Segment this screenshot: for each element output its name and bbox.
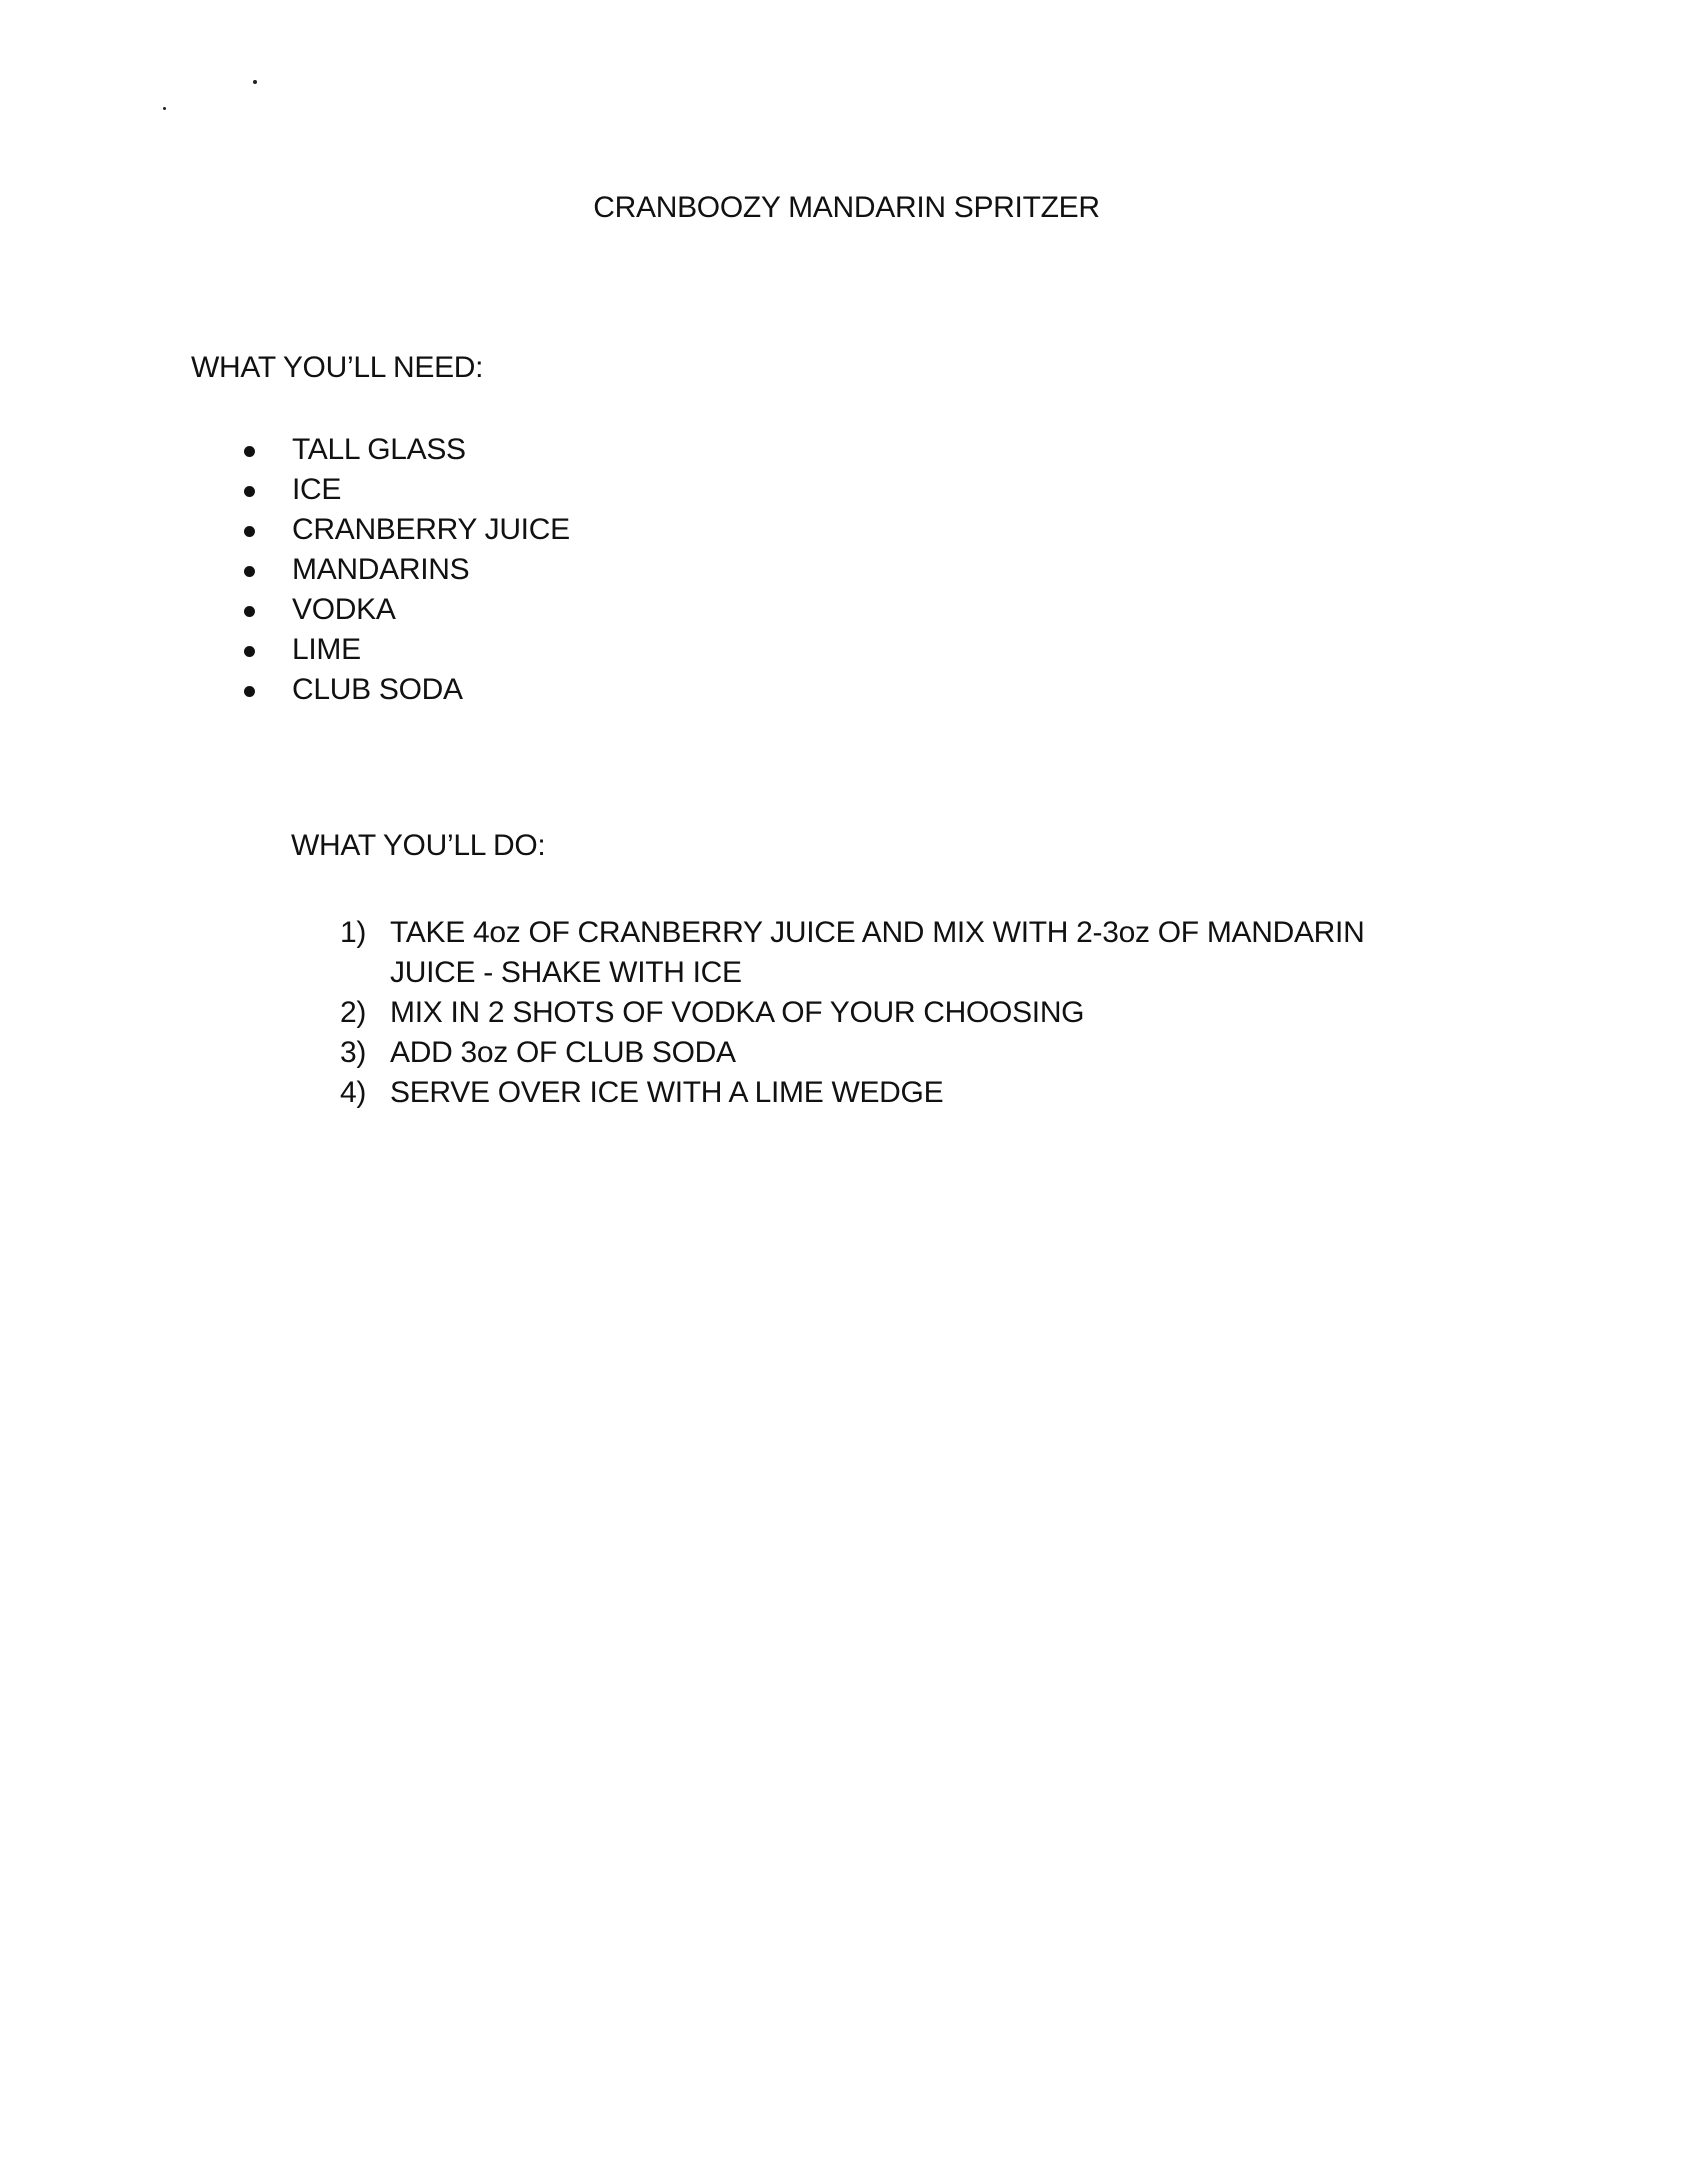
scan-speck	[163, 107, 166, 110]
ingredient-label: CRANBERRY JUICE	[292, 513, 570, 546]
step-text: ADD 3oz OF CLUB SODA	[390, 1036, 736, 1069]
list-item	[240, 670, 570, 710]
step-number: 1)	[340, 916, 367, 949]
step-text: MIX IN 2 SHOTS OF VODKA OF YOUR CHOOSING	[390, 996, 1085, 1029]
step-number: 2)	[340, 996, 367, 1029]
ingredient-label: LIME	[292, 633, 361, 666]
ingredient-label: ICE	[292, 473, 342, 506]
ingredient-label: MANDARINS	[292, 553, 470, 586]
step-number: 4)	[340, 1076, 367, 1109]
bullet-icon	[244, 486, 255, 497]
steps-list	[340, 913, 1420, 1113]
bullet-icon	[244, 686, 255, 697]
list-item	[240, 630, 570, 670]
step-text: SERVE OVER ICE WITH A LIME WEDGE	[390, 1076, 944, 1109]
list-item	[240, 550, 570, 590]
scan-speck	[253, 80, 257, 84]
bullet-icon	[244, 646, 255, 657]
step-text: TAKE 4oz OF CRANBERRY JUICE AND MIX WITH 2-3oz OF MANDARIN JUICE - SHAKE WITH ICE	[390, 916, 1365, 989]
bullet-icon	[244, 606, 255, 617]
list-item	[340, 1033, 1420, 1073]
list-item	[340, 913, 1420, 993]
bullet-icon	[244, 566, 255, 577]
list-item	[240, 510, 570, 550]
need-heading: WHAT YOU’LL NEED:	[191, 351, 484, 384]
ingredients-list	[240, 430, 570, 710]
bullet-icon	[244, 446, 255, 457]
ingredient-label: CLUB SODA	[292, 673, 463, 706]
step-number: 3)	[340, 1036, 367, 1069]
bullet-icon	[244, 526, 255, 537]
do-heading: WHAT YOU’LL DO:	[291, 829, 546, 862]
ingredient-label: VODKA	[292, 593, 396, 626]
list-item	[340, 1073, 1420, 1113]
list-item	[340, 993, 1420, 1033]
ingredient-label: TALL GLASS	[292, 433, 466, 466]
page-title: CRANBOOZY MANDARIN SPRITZER	[593, 191, 1100, 224]
list-item	[240, 430, 570, 470]
list-item	[240, 590, 570, 630]
list-item	[240, 470, 570, 510]
